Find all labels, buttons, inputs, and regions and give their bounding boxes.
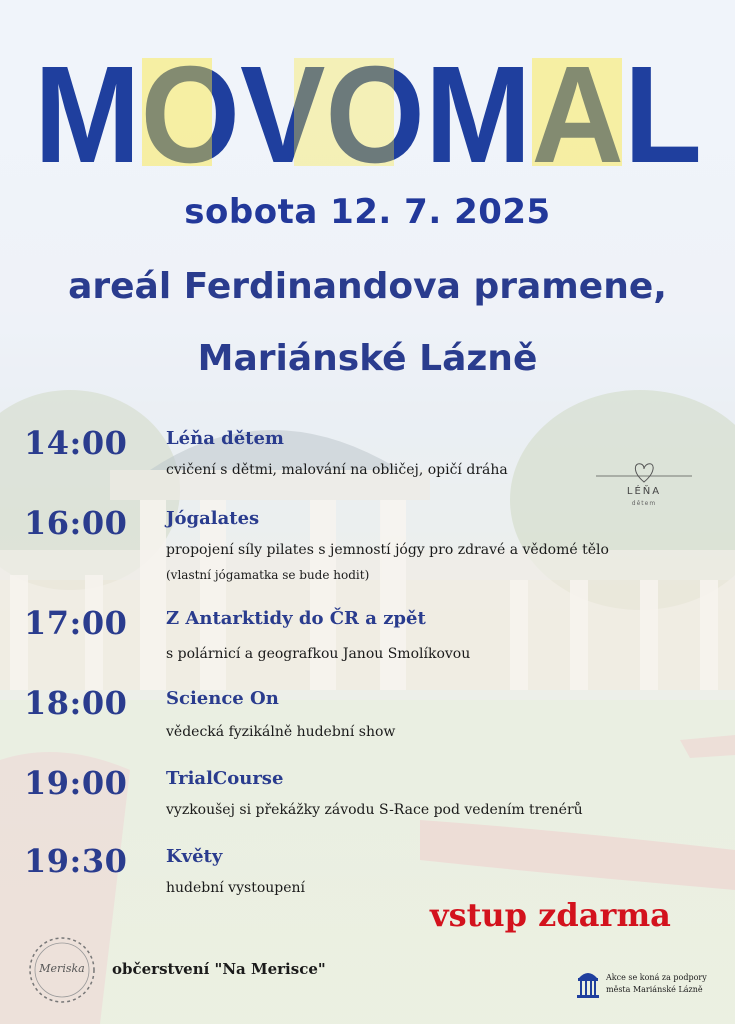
- slot-description: propojení síly pilates s jemností jógy pro zdravé a vědomé tělo: [166, 542, 609, 558]
- slot-time: 14:00: [24, 424, 128, 462]
- meriska-logo: [22, 930, 102, 1010]
- slot-title: TrialCourse: [166, 768, 284, 789]
- colonnade-icon: [576, 966, 600, 1002]
- logo-wordmark: MOVOMAL: [34, 58, 702, 166]
- lena-detem-logo: [596, 456, 692, 512]
- event-date: sobota 12. 7. 2025: [184, 192, 551, 232]
- slot-description: cvičení s dětmi, malování na obličej, opičí dráha: [166, 462, 508, 478]
- refreshments-label: občerstvení "Na Merisce": [112, 960, 326, 978]
- meriska-logo-name: Meriska: [39, 962, 85, 975]
- movomal-logo: [32, 58, 704, 166]
- slot-title: Květy: [166, 846, 223, 867]
- support-text: [606, 972, 707, 996]
- support-line-1: Akce se koná za podpory: [606, 973, 707, 982]
- support-line-2: města Mariánské Lázně: [606, 985, 703, 994]
- slot-time: 18:00: [24, 684, 128, 722]
- heart-icon: [596, 456, 692, 486]
- venue-line-1: areál Ferdinandova pramene,: [68, 266, 667, 307]
- slot-description-note: (vlastní jógamatka se bude hodit): [166, 568, 370, 582]
- slot-time: 19:00: [24, 764, 128, 802]
- slot-description: s polárnicí a geografkou Janou Smolíkovou: [166, 646, 471, 662]
- free-entry-label: vstup zdarma: [430, 896, 671, 934]
- venue-line-2: Mariánské Lázně: [197, 338, 538, 379]
- slot-title: Léňa dětem: [166, 428, 284, 449]
- slot-description: vyzkoušej si překážky závodu S-Race pod vedením trenérů: [166, 802, 583, 818]
- lena-logo-name: LÉŇA: [626, 486, 662, 497]
- city-support-credit: [576, 966, 726, 1006]
- slot-description: hudební vystoupení: [166, 880, 306, 896]
- slot-title: Z Antarktidy do ČR a zpět: [166, 608, 426, 629]
- slot-time: 17:00: [24, 604, 128, 642]
- slot-title: Jógalates: [166, 508, 260, 529]
- slot-title: Science On: [166, 688, 279, 709]
- slot-time: 19:30: [24, 842, 128, 880]
- lena-logo-sub: dětem: [631, 500, 657, 507]
- slot-description: vědecká fyzikálně hudební show: [166, 724, 396, 740]
- slot-time: 16:00: [24, 504, 128, 542]
